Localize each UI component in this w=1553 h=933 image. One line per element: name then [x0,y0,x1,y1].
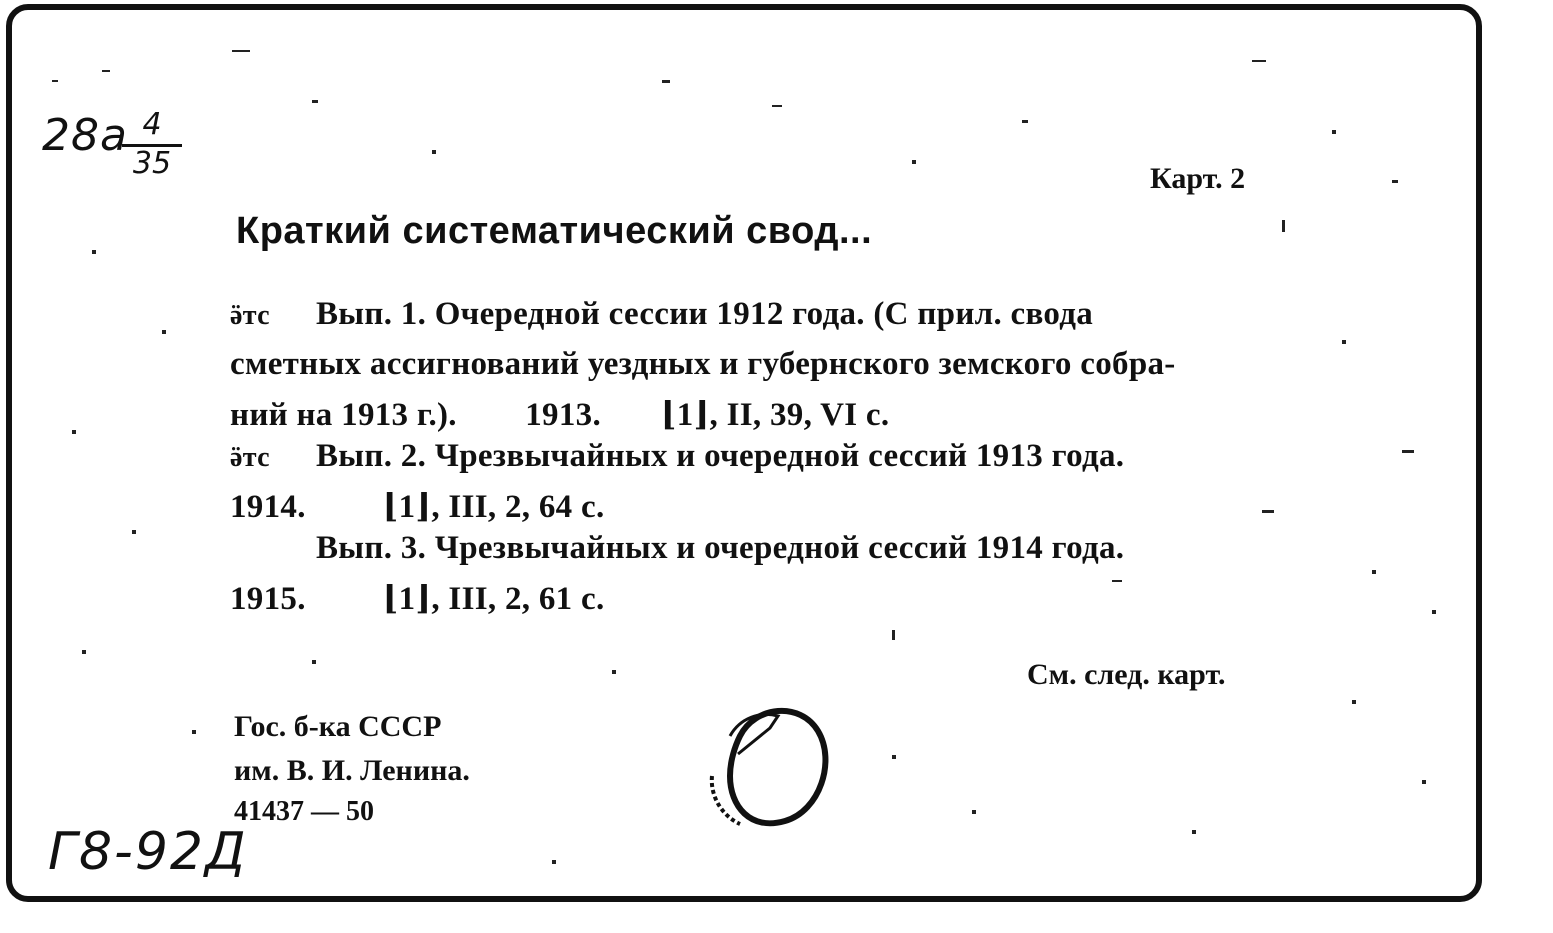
inventory-number: Г8-92Д [48,822,248,882]
entry-1-line-1 [230,296,1093,333]
library-stamp-line-2: им. В. И. Ленина. [234,754,470,787]
entry-1-line-2: сметных ассигнований уездных и губернского земского собра- [230,346,1176,382]
card-title: Краткий систематический свод... [236,210,873,252]
call-number-fraction [122,108,182,181]
call-number-denominator: 35 [132,146,172,181]
entry-2-line-1 [230,438,1124,475]
entry-3-line-2: 1915. ⌊1⌋, III, 2, 61 с. [230,581,605,617]
library-stamp-line-1: Гос. б-ка СССР [234,710,442,743]
card-number: Карт. 2 [1150,162,1246,195]
entry-2-mark: ӛтс [230,442,270,473]
entry-2-line-2: 1914. ⌊1⌋, III, 2, 64 с. [230,489,605,525]
entry-2-text-1: Вып. 2. Чрезвычайных и очередной сессий 1913 года. [316,438,1125,474]
entry-3-text-1: Вып. 3. Чрезвычайных и очередной сессий 1914 года. [316,530,1125,566]
call-number-numerator: 4 [122,108,182,147]
hole-punch-circle-icon [700,696,836,836]
call-number-main: 28a [42,110,128,161]
entry-1-line-3: ний на 1913 г.). 1913. ⌊1⌋, II, 39, VI с. [230,397,890,433]
see-next-card-note: См. след. карт. [1027,658,1226,691]
library-stamp-line-3: 41437 — 50 [234,796,374,827]
entry-3-line-1 [230,530,1124,567]
entry-1-text-1: Вып. 1. Очередной сессии 1912 года. (С прил. свода [316,296,1094,332]
catalog-card [6,4,1482,902]
entry-1-mark: ӛтс [230,300,270,331]
